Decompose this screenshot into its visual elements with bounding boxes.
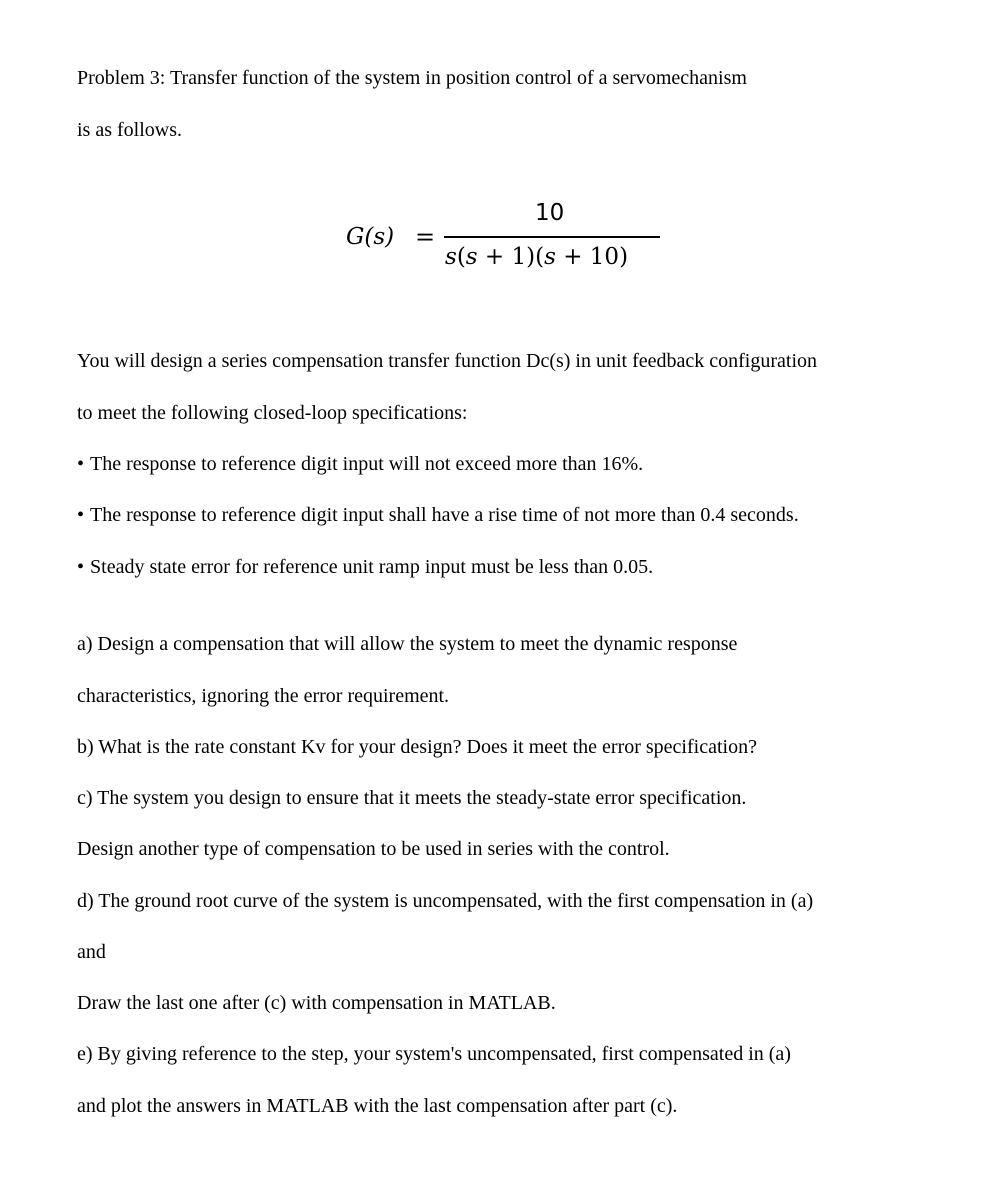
denominator-part: s [465,244,478,270]
question-c-line-2: Design another type of compensation to be used in series with the control. [77,838,670,860]
question-a-line-2: characteristics, ignoring the error requirement. [77,685,450,707]
bullet-icon: • [77,504,85,526]
bullet-icon: • [77,453,85,475]
question-e-line-2: and plot the answers in MATLAB with the last compensation after part (c). [77,1095,678,1117]
question-b-line-1: b) What is the rate constant Kv for your design? Does it meet the error specification? [77,736,757,758]
question-a-line-1: a) Design a compensation that will allow the system to meet the dynamic response [77,633,738,655]
spec-item [77,452,643,476]
problem-intro-line-2: is as follows. [77,119,182,141]
denominator-part: + 10) [555,244,629,270]
denominator-part: + 1)( [477,244,545,270]
spec-text: The response to reference digit input will not exceed more than 16%. [90,453,644,475]
denominator-part: s [445,244,457,270]
fraction-bar [444,236,660,238]
design-line-2: to meet the following closed-loop specifications: [77,402,468,424]
problem-intro-line-1: Problem 3: Transfer function of the system in position control of a servomechanism [77,67,747,89]
denominator-part: ( [456,244,466,270]
equation-numerator: 10 [535,200,565,226]
spec-text: The response to reference digit input shall have a rise time of not more than 0.4 seconds. [90,504,799,526]
question-e-line-1: e) By giving reference to the step, your system's uncompensated, first compensated in (a) [77,1043,791,1065]
question-d-line-1: d) The ground root curve of the system is uncompensated, with the first compensation in (a) [77,890,814,912]
design-line-1: You will design a series compensation transfer function Dc(s) in unit feedback configuration [77,350,817,372]
spec-item [77,503,799,527]
bullet-icon: • [77,556,85,578]
equation-equals: = [415,223,436,251]
question-d-line-2: and [77,941,106,963]
spec-text: Steady state error for reference unit ramp input must be less than 0.05. [90,556,654,578]
question-d-line-3: Draw the last one after (c) with compensation in MATLAB. [77,992,556,1014]
denominator-part: s [544,244,556,270]
equation-denominator [445,244,628,270]
question-c-line-1: c) The system you design to ensure that it meets the steady-state error specification. [77,787,747,809]
spec-item [77,555,653,579]
equation-lhs: G(s) [346,224,395,250]
transfer-function-equation [340,196,670,282]
